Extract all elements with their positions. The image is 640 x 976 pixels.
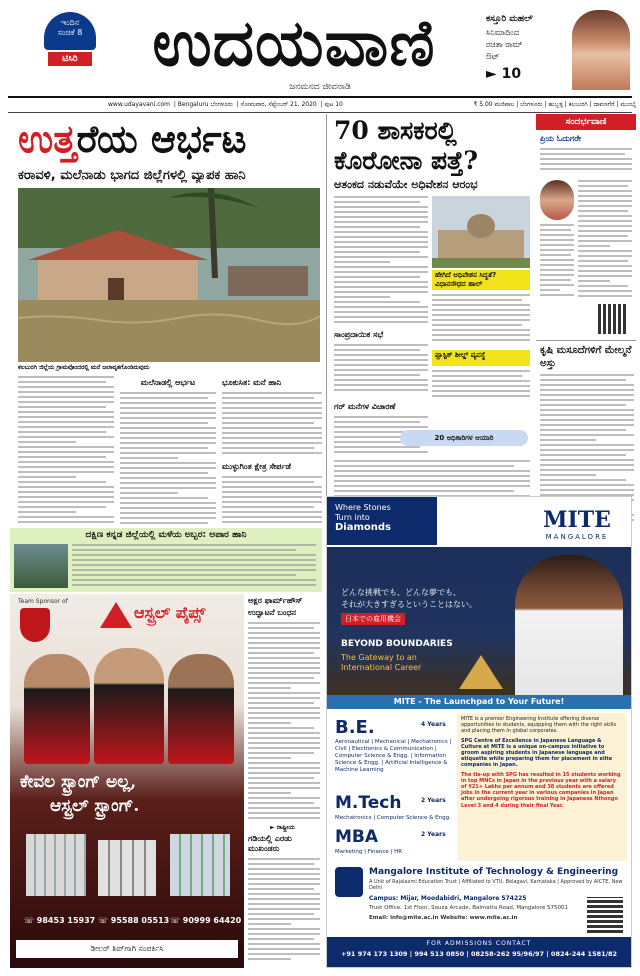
soudha-lawn [432, 258, 530, 268]
institute-trust: Trust Office: 1st Floor, Souza Arcade, Balmatta Road, Mangalore 575001 [369, 905, 568, 911]
sidebar-title: ಸಂದರ್ಭವಾಣಿ [536, 114, 636, 130]
course-3-title: MBA [335, 827, 379, 847]
promo-line-1: ಇಂದಿನ [60, 18, 80, 27]
institute-name: Mangalore Institute of Technology & Engineering [369, 867, 619, 877]
lead-col-2 [120, 392, 216, 526]
slogan-line-2: ಆಸ್ಟ್ರಲ್ ಸ್ಟ್ರಾಂಗ್. [50, 796, 140, 816]
lead-headline-red: ಉತ್ತ [18, 116, 77, 161]
middle-headline-2: ಉದ್ಘಾಟನೆ ಬಂಧನ [248, 608, 296, 617]
mite-brand: MITE [543, 507, 611, 533]
middle-headline-1: ಅಕ್ಷರ ಫಾರ್ಮ್‌ಹೌಸ್ [248, 596, 303, 605]
mite-info-2: SPG Centre of Excellence in Japanese Language & Culture at MITE is a unique on-campus initiative to groom aspiring students in Japanese language and etiquette while preparing them for placement in elite companies in Japan. [461, 737, 613, 769]
sidebar-rule [536, 340, 636, 341]
sidebar [536, 114, 636, 526]
phone-2-number: 95588 05513 [110, 916, 170, 925]
mite-hero [327, 547, 631, 695]
sidebar-text-3 [540, 224, 574, 300]
lead-headline [18, 114, 332, 164]
pipe-product-3 [170, 834, 230, 896]
pipe-product-1 [26, 834, 86, 896]
second-side-head-2: ಗರ್ ಮನೆಗಳ ವಿಚಾರಣೆ [334, 402, 396, 411]
lead-photo-caption: ಕಲಬುರಗಿ ಜಿಲ್ಲೆಯ ಗ್ರಾಮವೊಂದರಲ್ಲಿ ಮನೆ ಜಲಾವೃತಗೊಂಡಿರುವುದು [18, 364, 150, 371]
team-sponsor-label: Team Sponsor of [18, 598, 68, 605]
admissions-phones[interactable]: +91 974 173 1309 | 994 513 0850 | 08258-262 95/96/97 | 0824-244 1581/82 [340, 950, 618, 958]
promo-price: ಟಿಸಿರಿ [48, 52, 92, 66]
sidebar-qr-code[interactable] [598, 304, 628, 334]
second-badge-text: 20 ಅಧಿಕಾರಿಗಳ ಆಯಾರಿ [434, 434, 494, 442]
second-col-3 [334, 344, 428, 398]
launchpad-bar: MITE - The Launchpad to Your Future! [327, 695, 631, 709]
phone-1[interactable]: ☏ 98453 15937 [24, 916, 96, 925]
pagoda-icon [459, 655, 503, 689]
lead-col-4 [222, 476, 322, 526]
mite-logo-icon [335, 867, 363, 897]
astral-logo-icon [100, 602, 132, 628]
newspaper-title: ಉದಯವಾಣಿ [152, 6, 436, 81]
promo-right-line-4: ಔಟ್ [486, 52, 500, 61]
sidebar-story-title: ಕೃಷಿ ಮಸೂದೆಗಳಿಗೆ ಮೇಲ್ಮನೆ ಅಸ್ತು [540, 345, 632, 369]
dateline-pages: ಪುಟ 10 [324, 101, 343, 108]
sidebar-text-2 [578, 180, 632, 300]
institute-sub: A Unit of Rajalaxmi Education Trust | Affiliated to VTU, Belagavi, Karnataka | Approved by AICTE, New Delhi [369, 879, 623, 891]
middle-col-2 [248, 858, 320, 966]
second-box-2-title: ಪ್ಲಾಸ್ಟಿಕ್ ಶೀಲ್ಡ್ ವ್ಯವಸ್ಥೆ [435, 351, 486, 359]
banner-text [72, 544, 316, 588]
second-col-1 [334, 196, 428, 326]
tag-line-2: Turn into [335, 513, 370, 522]
institute-email[interactable]: Email: info@mite.ac.in Website: www.mite.ac.in [369, 915, 518, 921]
phone-3-number: 90999 64420 [182, 916, 242, 925]
admissions-bar [327, 937, 631, 968]
soudha-dome [467, 214, 495, 238]
photo-trees [18, 188, 320, 248]
promo-line-2: ಸಂಚಿಕೆ 8 [57, 28, 83, 37]
mite-tag [327, 497, 437, 545]
promo-right-line-3: ರಚಿತಾ ರಾಮ್ [486, 40, 523, 49]
course-3-years: 2 Years [421, 831, 446, 838]
second-box [432, 270, 530, 290]
promo-right-page-number: 10 [501, 66, 522, 82]
mite-brand-sub: MANGALORE [545, 533, 609, 541]
course-2-title: M.Tech [335, 793, 402, 813]
promo-right-page: ► 10 [486, 66, 522, 82]
phone-2[interactable]: ☏ 95588 05513 [98, 916, 170, 925]
second-box-2 [432, 350, 530, 366]
middle-col-1 [248, 622, 320, 822]
lead-subhead: ಕರಾವಳಿ, ಮಲೆನಾಡು ಭಾಗದ ಜಿಲ್ಲೆಗಳಲ್ಲಿ ವ್ಯಾಪಕ ಹಾನಿ [18, 168, 246, 183]
course-1-title: B.E. [335, 717, 375, 738]
photo-second-roof [228, 266, 308, 296]
mite-info [457, 713, 627, 861]
player-2 [94, 648, 164, 764]
sidebar-text-1 [540, 148, 632, 176]
dateline-rule [8, 112, 632, 113]
course-2-years: 2 Years [421, 797, 446, 804]
player-1 [24, 654, 90, 764]
banner-photo [14, 544, 68, 588]
lead-col-head-3: ಮುಳ್ಳುಗಿಂತ ಕ್ಷೇತ್ರ ಸೇರ್ಪಡೆ [222, 462, 291, 471]
lead-headline-black: ರೆಯ ಆರ್ಭಟ [76, 116, 247, 161]
student-portrait [515, 555, 623, 695]
vidhana-soudha-photo [432, 196, 530, 268]
second-col-2 [432, 294, 530, 346]
banner-story [10, 528, 322, 592]
second-side-head-1: ಸಾಂಪ್ರದಾಯಿಕ ಸಭೆ [334, 330, 384, 339]
institute-campus: Campus: Mijar, Moodabidri, Mangalore 574225 [369, 895, 527, 902]
admissions-label: FOR ADMISSIONS CONTACT [426, 940, 532, 947]
lead-col-1 [18, 376, 114, 526]
mite-ad[interactable] [326, 496, 632, 968]
mite-info-1: MITE is a premier Engineering Institute offering diverse opportunities to students, equipping them with the right skills and placing them in global corporates. [461, 716, 617, 735]
japanese-line-2: それが大きすぎるということはない。 [341, 600, 477, 609]
dateline-bar: www.udayavani.com | Bengaluru ಬೆಂಗಳೂರು | ಸೋಮವಾರ, ಸೆಪ್ಟೆಂಬರ್ 21, 2020 | ಪುಟ 10 [108, 101, 343, 108]
promo-portrait [572, 10, 630, 90]
japanese-line-1: どんな挑戦でも、どんな夢でも、 [341, 588, 461, 597]
player-3 [168, 654, 234, 764]
second-divider [326, 114, 327, 526]
mite-qr-code[interactable] [587, 897, 623, 933]
banner-headline: ದಕ್ಷಿಣ ಕನ್ನಡ ಜಿಲ್ಲೆಯಲ್ಲಿ ಮಳೆಯ ಅಬ್ಬರ: ಅಪಾರ ಹಾನಿ [85, 530, 247, 540]
beyond-sub: The Gateway to an International Career [341, 653, 422, 672]
tag-line-3: Diamonds [335, 522, 391, 533]
lead-col-head-2: ಭೂಕುಸಿತ: ಮನೆ ಹಾನಿ [222, 378, 282, 387]
second-box-title: ಹೇಗಿದೆ ಅಧಿವೇಶನ ಸಿದ್ಧತೆ? ವಿಧಾನಸೌಧದ ಹಾಲ್ [435, 271, 497, 288]
promo-badge-left[interactable] [44, 12, 96, 68]
pipe-product-2 [98, 840, 156, 896]
astral-ad[interactable] [10, 594, 244, 968]
rcb-logo-icon [20, 608, 50, 642]
dateline-price: ₹ 5.00 ಮಣಿಪಾಲ | ಬೆಂಗಳೂರು | ಹುಬ್ಬಳ್ಳಿ | ಕಲಬುರಗಿ | ದಾವಣಗೆರೆ | ಮುಂಬೈ [372, 101, 636, 108]
promo-circle [44, 12, 96, 50]
photo-flood-water [18, 300, 320, 362]
tag-line-1: Where Stones [335, 503, 391, 512]
phone-3[interactable]: ☏ 90999 64420 [170, 916, 242, 925]
beyond-boundaries: BEYOND BOUNDARIES [341, 639, 453, 649]
newspaper-tagline: ಜನಮನದ ಜೀವನಾಡಿ [289, 82, 351, 92]
course-1-desc: Aeronautical | Mechanical | Mechatronics | Civil | Electronics & Communication | Computer Science & Engg. | Information Science & Engg. | Artificial Intelligence & Machine Learning [335, 739, 452, 773]
lead-col-3 [222, 392, 322, 458]
japanese-line-3: 日本での雇用機会 [341, 613, 405, 625]
promo-right-title: ಕಸ್ತೂರಿ ಮಹಲ್ [486, 14, 533, 24]
course-2-desc: Mechatronics | Computer Science & Engg. [335, 815, 451, 821]
phone-1-number: 98453 15937 [36, 916, 96, 925]
second-col-4 [432, 370, 530, 400]
course-1-years: 4 Years [421, 721, 446, 728]
lead-photo [18, 188, 320, 362]
masthead-rule [8, 96, 632, 98]
lead-col-head-1: ಮಲೆನಾಡಲ್ಲಿ ಆರ್ಭಟ [140, 378, 196, 387]
dateline-edition: Bengaluru ಬೆಂಗಳೂರು [177, 101, 233, 108]
promo-right[interactable] [486, 10, 632, 92]
slogan-line-1: ಕೇವಲ ಸ್ಟ್ರಾಂಗ್ ಅಲ್ಲ, [20, 772, 137, 792]
promo-right-line-2: ಸಿನಿಮಾದಿಂದ [486, 28, 520, 37]
middle-headline-3: ಗಡಿಯಲ್ಲಿ ಎರಡು ಮುಖಂಡರು [248, 834, 292, 853]
mite-info-3: The tie-up with SPG has resulted in 15 students working in top MNCs in Japan in the previous year with a salary of ₹21+ Lakhs per annum and 38 students are offered jobs in the current year in various companies in Japan after undergoing rigorous training in Japanese Nihongo Level 3 and 4 during their final Year. [461, 771, 621, 809]
middle-more[interactable]: ► ರಾಷ್ಟ್ರೀಯ [270, 824, 295, 831]
sidebar-subtitle: ಪ್ರಿಯ ಓದುಗರೇ [540, 134, 582, 143]
dateline-website[interactable]: www.udayavani.com [108, 101, 171, 108]
second-headline: 70 ಶಾಸಕರಲ್ಲಿ ಕೊರೋನಾ ಪತ್ತೆ? [334, 116, 479, 175]
course-3-desc: Marketing | Finance | HR [335, 849, 403, 855]
second-badge [400, 430, 528, 446]
sidebar-portrait [540, 180, 574, 220]
second-subhead: ಆತಂಕದ ನಡುವೆಯೇ ಅಧಿವೇಶನ ಆರಂಭ [334, 178, 478, 191]
astral-brand: ಆಸ್ಟ್ರಲ್ ಪೈಪ್ಸ್ [134, 603, 206, 622]
dateline-date: ಸೋಮವಾರ, ಸೆಪ್ಟೆಂಬರ್ 21, 2020 [240, 101, 317, 108]
astral-footer: ಡೀಲರ್ ಶಿಪ್‌ಗಾಗಿ ಸಂಪರ್ಕಿಸಿ [16, 940, 238, 958]
